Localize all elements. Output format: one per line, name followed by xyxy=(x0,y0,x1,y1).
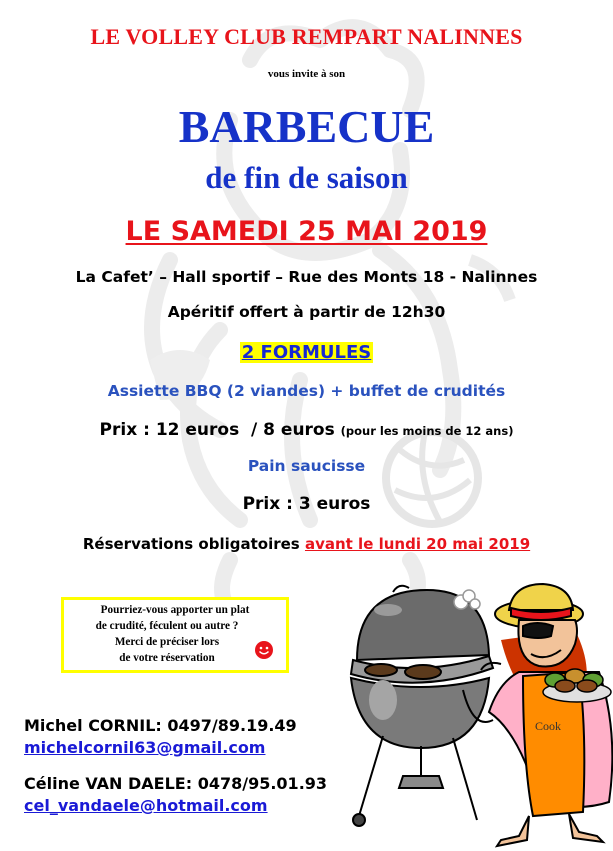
invite-text: vous invite à son xyxy=(267,68,346,80)
burger-tray-icon xyxy=(543,669,611,702)
formules-heading-wrap xyxy=(0,342,613,363)
event-title: BARBECUE xyxy=(178,101,435,152)
smoke-icon xyxy=(454,590,480,609)
contact-1-email[interactable]: michelcornil63@gmail.com xyxy=(24,738,266,757)
note-line-3: Merci de préciser lors xyxy=(114,636,220,648)
note-line-2: de crudité, féculent ou autre ? xyxy=(95,620,239,632)
formule-1-price xyxy=(0,420,613,440)
reservation-label: Réservations obligatoires xyxy=(82,535,300,553)
formules-heading: 2 FORMULES xyxy=(241,342,372,363)
event-location: La Cafet’ – Hall sportif – Rue des Monts 18 - Nalinnes xyxy=(75,268,538,286)
crudites-note-box xyxy=(61,597,289,673)
reservation-deadline: avant le lundi 20 mai 2019 xyxy=(304,535,531,553)
contact-2-email[interactable]: cel_vandaele@hotmail.com xyxy=(24,796,268,815)
reservation-info xyxy=(0,535,613,553)
formule-1-price-note: (pour les moins de 12 ans) xyxy=(340,424,514,438)
cook-character-icon xyxy=(463,584,612,846)
note-line-4: de votre réservation xyxy=(119,652,215,664)
formule-1: Assiette BBQ (2 viandes) + buffet de crudités xyxy=(107,382,506,400)
event-date: LE SAMEDI 25 MAI 2019 xyxy=(125,216,488,247)
aperitif-info: Apéritif offert à partir de 12h30 xyxy=(167,303,446,321)
event-subtitle: de fin de saison xyxy=(205,160,408,195)
formule-1-price-main: Prix : 12 euros / 8 euros xyxy=(99,420,335,440)
formule-2-price: Prix : 3 euros xyxy=(242,494,371,514)
grill-icon xyxy=(351,586,493,826)
smiley-icon xyxy=(254,640,274,660)
club-name: LE VOLLEY CLUB REMPART NALINNES xyxy=(90,24,523,49)
contact-2-name-phone: Céline VAN DAELE: 0478/95.01.93 xyxy=(24,774,328,793)
apron-text: Cook xyxy=(535,719,562,733)
contact-1-name-phone: Michel CORNIL: 0497/89.19.49 xyxy=(24,716,297,735)
cook-with-grill-illustration xyxy=(343,580,613,851)
note-line-1: Pourriez-vous apporter un plat xyxy=(100,604,250,616)
formule-2: Pain saucisse xyxy=(247,457,366,475)
